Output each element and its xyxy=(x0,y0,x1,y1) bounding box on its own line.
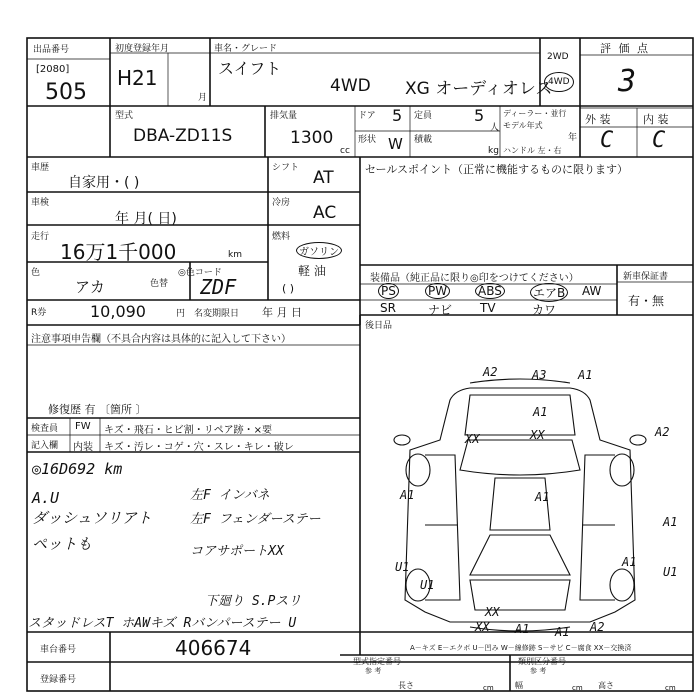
color-code-sub: ◎色コード xyxy=(178,268,222,278)
registration-label: 登録番号 xyxy=(40,675,77,685)
mark-xx-rear-left: XX xyxy=(485,605,500,619)
chassis-label: 車台番号 xyxy=(40,645,77,655)
seats-label: 定員 xyxy=(414,111,433,121)
equipment-label: 装備品（純正品に限り◎印をつけてください） xyxy=(370,273,579,284)
equip-ps: PS xyxy=(378,283,399,299)
mark-a2-front-left: A2 xyxy=(483,365,498,379)
color-value: アカ xyxy=(75,278,105,296)
check-interior-label: 内装 xyxy=(73,442,93,453)
year-unit: 年 xyxy=(568,133,578,143)
ac-label: 冷房 xyxy=(272,198,291,208)
warranty-label: 名変期限日 xyxy=(194,309,240,319)
height-unit: cm xyxy=(665,684,676,692)
hand-right1: 左F インバネ xyxy=(190,488,270,503)
hand-line1: A.U xyxy=(32,489,60,507)
handle-label: ハンドル 左・右 xyxy=(503,146,562,155)
fourwd-circled: 4WD xyxy=(544,72,574,92)
ref-label-right: 参 考 xyxy=(530,667,547,675)
mark-a1-right-rear-fender: A1 xyxy=(622,555,637,569)
grade: XG オーディオレス xyxy=(405,79,553,99)
mark-a1-left-door: A1 xyxy=(400,488,415,502)
fuel-paren: ( ) xyxy=(282,282,295,295)
mark-a1-roof: A1 xyxy=(535,490,550,504)
length-label: 長さ xyxy=(398,681,414,690)
inspection-label: 車検 xyxy=(31,198,50,208)
diagram-legend: A－キズ E－エクボ U－凹み W－線修跡 S－サビ C－腐食 XX－交換済 xyxy=(410,644,632,652)
warranty-value: 年 月 日 xyxy=(262,306,302,319)
mark-u1-right-rear: U1 xyxy=(663,565,678,579)
shape-value: W xyxy=(388,135,403,153)
fw-label: FW xyxy=(75,421,91,432)
seats-unit: 人 xyxy=(490,123,500,133)
recycle-unit: 円 xyxy=(176,309,186,319)
recycle-label: R券 xyxy=(31,308,47,318)
mileage-value: 16万1千000 xyxy=(60,240,177,264)
shift-label: シフト xyxy=(272,163,300,173)
disp-value: 1300 xyxy=(290,128,334,148)
mileage-unit: km xyxy=(228,250,242,260)
shift-value: AT xyxy=(313,168,334,188)
width-label: 幅 xyxy=(515,681,523,690)
mark-xx-left-fender: XX xyxy=(465,432,480,446)
drive: 4WD xyxy=(330,76,371,96)
chassis-value: 406674 xyxy=(175,636,252,660)
equip-navi: ナビ xyxy=(428,303,453,317)
doors-label: ドア xyxy=(358,111,376,121)
hand-line3: ペットも xyxy=(32,535,93,553)
car-name: スイフト xyxy=(218,59,282,78)
equip-aw: AW xyxy=(582,284,602,298)
color-code-value: ZDF xyxy=(200,275,237,299)
month-unit: 月 xyxy=(198,93,208,103)
first-reg-label: 初度登録年月 xyxy=(115,44,170,54)
hand-line2: ダッシュソリアト xyxy=(32,509,152,527)
lot-label: 出品番号 xyxy=(33,45,70,55)
model-year-label: モデル年式 xyxy=(503,121,543,130)
twowd-label: 2WD xyxy=(547,52,569,62)
score-label: 評 価 点 xyxy=(600,42,650,55)
mark-a2-rear-right: A2 xyxy=(590,620,605,634)
exterior-label: 外 装 xyxy=(585,113,611,126)
ac-value: AC xyxy=(313,203,337,223)
mark-a1-rear-right: A1 xyxy=(555,625,570,639)
warranty-book-value: 有・無 xyxy=(628,294,665,308)
ref-label-left: 参 考 xyxy=(365,667,382,675)
lot-sub: [2080] xyxy=(36,64,70,75)
equip-abs: ABS xyxy=(475,283,505,299)
exterior-value: C xyxy=(600,128,614,153)
first-reg-year: H21 xyxy=(117,66,158,90)
type-designation-label: 型式指定番号 xyxy=(353,657,401,666)
after-label: 後日品 xyxy=(365,321,393,331)
equip-sr: SR xyxy=(380,301,396,315)
seats-value: 5 xyxy=(474,106,485,125)
load-label: 積載 xyxy=(414,135,433,145)
doors-value: 5 xyxy=(392,106,403,125)
lot-number: 505 xyxy=(45,80,87,105)
mark-u1-left-rear: U1 xyxy=(420,578,435,592)
check-interior-value: キズ・汚レ・コゲ・穴・スレ・キレ・破レ xyxy=(104,442,294,453)
shape-label: 形状 xyxy=(358,135,377,145)
mark-a1-right-side: A1 xyxy=(663,515,678,529)
interior-value: C xyxy=(652,128,666,153)
model-value: DBA-ZD11S xyxy=(133,126,233,146)
color-code-label: 色替 xyxy=(150,279,169,289)
inspection-value: 年 月( 日) xyxy=(115,211,177,227)
mark-a1-hood: A1 xyxy=(533,405,548,419)
model-label: 型式 xyxy=(115,111,134,121)
hand-right2: 左F フェンダーステー xyxy=(190,512,321,527)
car-name-label: 車名・グレード xyxy=(214,44,278,54)
recycle-value: 10,090 xyxy=(90,302,146,321)
fuel-value2: 軽 油 xyxy=(298,264,326,278)
color-label: 色 xyxy=(31,268,41,278)
notes-label: 注意事項申告欄（不具合内容は具体的に記入して下さい） xyxy=(31,334,291,345)
mark-a3-front: A3 xyxy=(532,368,547,382)
length-unit: cm xyxy=(483,684,494,692)
inspector-label: 検査員 xyxy=(31,424,59,434)
fuel-label: 燃料 xyxy=(272,232,291,242)
equip-leather: カワ xyxy=(532,303,557,317)
height-label: 高さ xyxy=(598,681,614,690)
category-label: 類別区分番号 xyxy=(518,657,566,666)
mark-a1-front-right: A1 xyxy=(578,368,593,382)
load-unit: kg xyxy=(488,146,499,156)
history-label: 車歴 xyxy=(31,163,50,173)
mark-u1-left-side: U1 xyxy=(395,560,410,574)
equip-tv: TV xyxy=(480,301,496,315)
fw-value: キズ・飛石・ヒビ割・リペア跡・×要 xyxy=(104,425,272,436)
mark-xx-hood: XX xyxy=(530,428,545,442)
warranty-book-label: 新車保証書 xyxy=(623,272,669,282)
history-value: 自家用・( ) xyxy=(68,175,140,191)
interior-label: 内 装 xyxy=(643,113,669,126)
mark-a1-rear: A1 xyxy=(515,622,530,636)
equip-airbag: エアB xyxy=(530,283,568,302)
sales-label: セールスポイント（正常に機能するものに限ります） xyxy=(365,163,629,176)
equip-pw: PW xyxy=(425,283,450,299)
hand-right4: 下廻り S.Pスリ xyxy=(205,594,302,609)
hand-bottom: スタッドレスT ホAWキズ Rバンパーステー U xyxy=(28,616,297,631)
dealer-label: ディーラー・並行 xyxy=(503,109,567,118)
repair-history: 修復歴 有 〔箇所 〕 xyxy=(48,403,147,416)
mark-xx-rear: XX xyxy=(475,620,490,634)
width-unit: cm xyxy=(572,684,583,692)
fuel-value-circled: ガソリン xyxy=(296,242,342,259)
entry-label: 記入欄 xyxy=(31,441,59,451)
disp-unit: cc xyxy=(340,146,350,156)
score-value: 3 xyxy=(618,64,637,99)
hand-right3: コアサポートXX xyxy=(190,544,284,559)
mark-ua2-right-mirror: A2 xyxy=(655,425,670,439)
disp-label: 排気量 xyxy=(270,111,298,121)
hand-odo: ◎16D692 km xyxy=(32,460,123,478)
mileage-label: 走行 xyxy=(31,232,50,242)
